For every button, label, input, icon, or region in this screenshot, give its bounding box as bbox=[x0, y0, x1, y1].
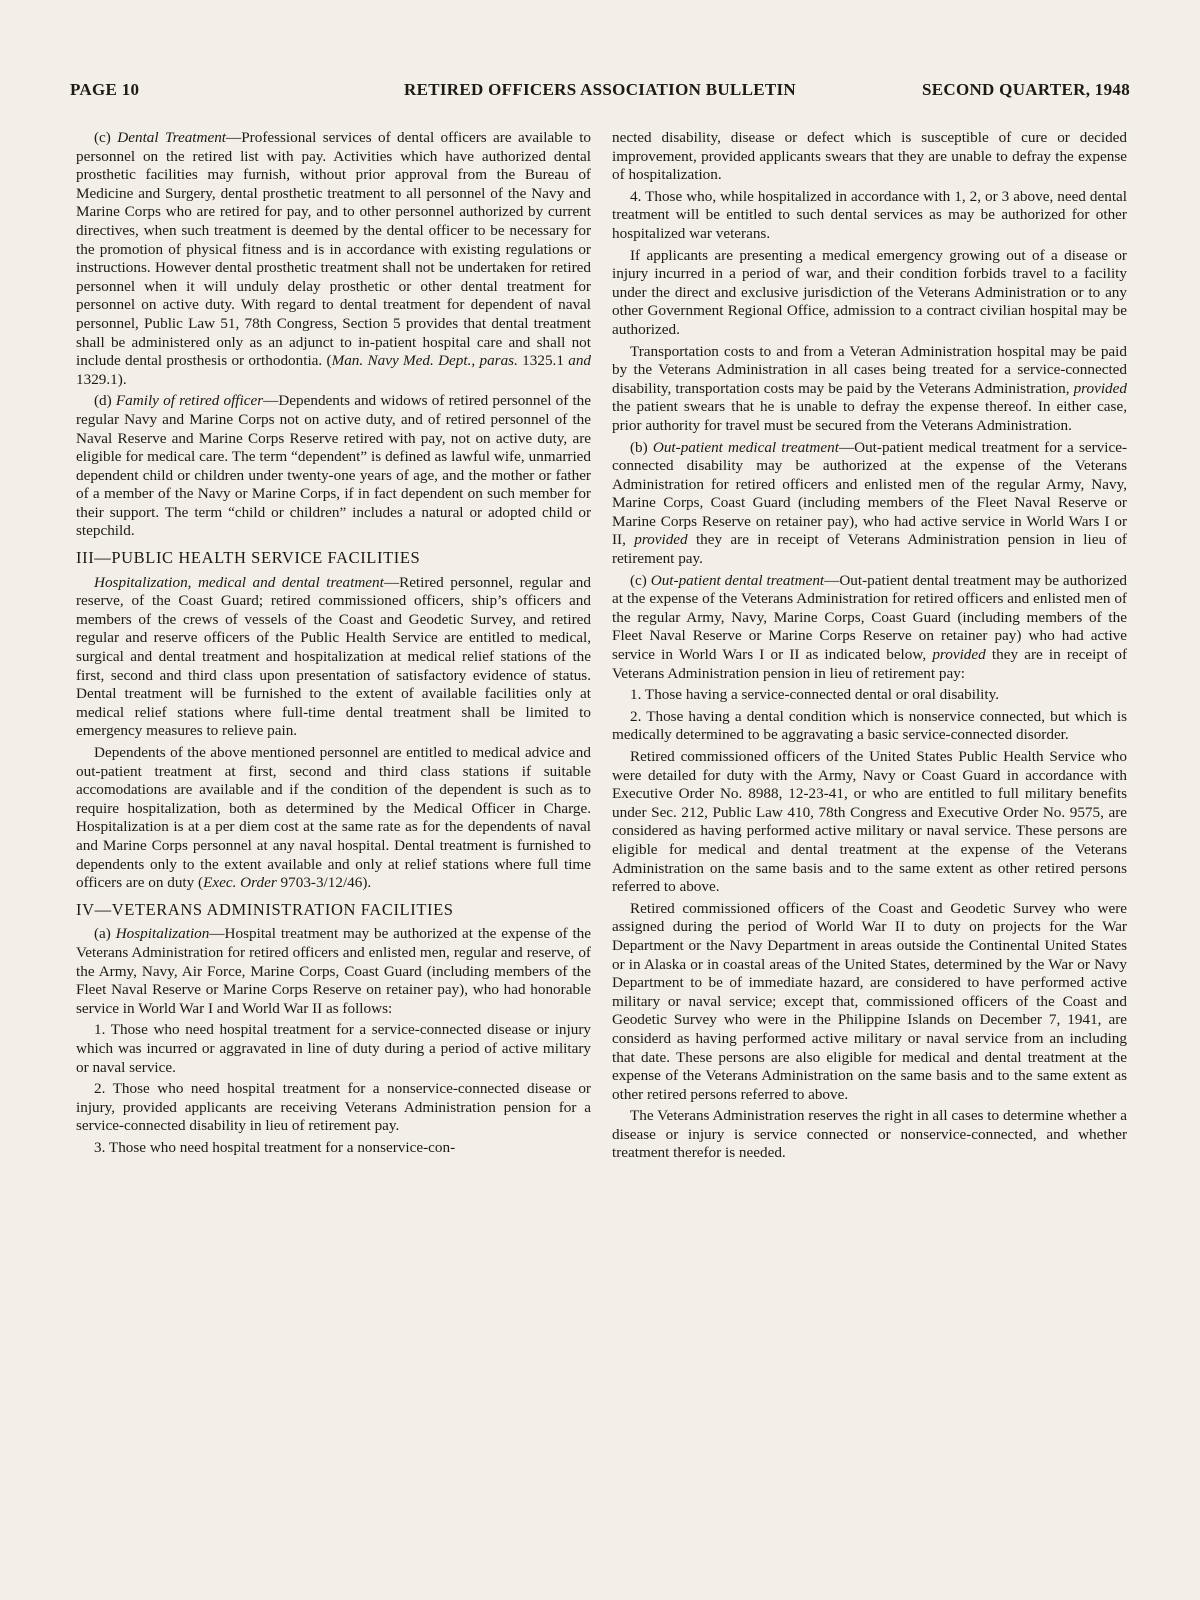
dental-treatment-paragraph: (c) Dental Treatment—Professional services of dental officers are available to personnel on the retired list with pay. Activities which have authorized dental prosthetic facilities may furnish, without prior approval from the Bureau of Medicine and Surgery, dental prosthetic treatment to all personnel of the Navy and Marine Corps who are retired for pay, and to other personnel authorized by current directives, when such treatment is deemed by the dental officer to be necessary for the promotion of physical fitness and is in accordance with existing regulations or instructions. However dental prosthetic treatment shall not be undertaken for retired personnel when it will unduly delay prosthetic or other dental treatment for personnel on active duty. With regard to dental treatment for dependent of naval personnel, Public Law 51, 78th Congress, Section 5 provides that dental treatment shall be administered only as an adjunct to in-patient hospital care and shall not include dental prosthesis or orthodontia. (Man. Navy Med. Dept., paras. 1325.1 and 1329.1). bbox=[76, 129, 592, 388]
family-term: Family of retired officer bbox=[115, 392, 264, 410]
publication-title: RETIRED OFFICERS ASSOCIATION BULLETIN bbox=[404, 80, 796, 99]
list-item: 2. Those who need hospital treatment for a nonservice-connected disease or injury, provided applicants are receiving Veterans Administration pension for a service-connected disability in lieu of retirement pay. bbox=[76, 1080, 591, 1135]
issue-date: SECOND QUARTER, 1948 bbox=[921, 80, 1130, 99]
outpatient-medical-paragraph: (b) Out-patient medical treatment—Out-patient medical treatment for a service-connected disability may be authorized at the expense of the Veterans Administration for retired officers and enlisted men of the regular Army, Navy, Marine Corps, Coast Guard (including members of the Fleet Naval Reserve or Marine Corps Reserve on retainer pay), who had active service in World Wars I or II, provided they are in receipt of Veterans Administration pension in lieu of retirement pay. bbox=[612, 438, 1127, 568]
family-paragraph: (d) Family of retired officer—Dependents and widows of retired personnel of the regular Navy and Marine Corps not on active duty, and of retired personnel of the Naval Reserve and Marine Corps Reserve retired with pay, not on active duty, are eligible for medical care. The term “dependent” is defined as lawful wife, unmarried dependent child or children under twenty-one years of age, and the mother or father of a member of the Navy or Marine Corps, if in fact dependent on such member for their support. The term “child or children” includes a natural or adopted child or stepchild. bbox=[76, 392, 591, 540]
outpatient-medical-term: Out-patient medical treatment bbox=[652, 438, 839, 456]
list-item: 2. Those having a dental condition which is nonservice connected, but which is medically determined to be aggravating a basic service-connected disorder. bbox=[612, 707, 1127, 744]
outpatient-dental-term: Out-patient dental treatment bbox=[650, 571, 825, 589]
section-3-heading: III—PUBLIC HEALTH SERVICE FACILITIES bbox=[76, 548, 421, 568]
list-item: 3. Those who need hospital treatment for a nonservice-con- bbox=[94, 1138, 456, 1156]
section-4-heading: IV—VETERANS ADMINISTRATION FACILITIES bbox=[76, 899, 454, 919]
outpatient-dental-paragraph: (c) Out-patient dental treatment—Out-patient dental treatment may be authorized at the expense of the Veterans Administration for retired officers and enlisted men of the regular Army, Navy, Marine Corps, Coast Guard (including members of the Fleet Naval Reserve or Marine Corps Reserve on retainer pay) who had active service in World Wars I or II as indicated below, provided they are in receipt of Veterans Administration pension in lieu of retirement pay: bbox=[612, 571, 1127, 682]
va-hospitalization-paragraph: (a) Hospitalization—Hospital treatment may be authorized at the expense of the Veterans Administration for retired officers and enlisted men, regular and reserve, of the Army, Navy, Air Force, Marine Corps, Coast Guard (including members of the Fleet Naval Reserve or Marine Corps Reserve on retainer pay), who had honorable service in World War I and World War II as follows: bbox=[76, 925, 591, 1017]
page-number: PAGE 10 bbox=[70, 80, 140, 99]
phs-paragraph: Hospitalization, medical and dental treatment—Retired personnel, regular and reserve, of the Coast Guard; retired commissioned officers, ship’s officers and members of the crews of vessels of the Coast and Geodetic Survey, and retired regular and reserve officers of the Public Health Service are entitled to medical, surgical and dental treatment and hospitalization at medical relief stations of the first, second and third class upon presentation of satisfactory evidence of status. Dental treatment will be furnished to the extent of available facilities only at medical relief stations where full-time dental treatment shall be limited to emergency measures to relieve pain. bbox=[76, 573, 591, 740]
page-header bbox=[70, 80, 1130, 104]
phs-officers-paragraph: Retired commissioned officers of the United States Public Health Service who were detailed for duty with the Army, Navy or Coast Guard in accordance with Executive Order No. 8988, 12-23-41, or who are entitled to full military benefits under Sec. 212, Public Law 410, 78th Congress and Executive Order No. 9575, are considered as having performed active military or naval service. These persons are eligible for medical and dental treatment at the expense of the Veterans Administration on the same basis and to the same extent as other retired persons referred to above. bbox=[612, 748, 1127, 896]
hospitalization-term: Hospitalization bbox=[115, 925, 210, 943]
cgs-officers-paragraph: Retired commissioned officers of the Coast and Geodetic Survey who were assigned during the period of World War II to duty on projects for the War Department or the Navy Department in areas outside the Continental United States or in Alaska or in coastal areas of the United States, determined by the War or Navy Department to be of immediate hazard, are considered to have performed active military or naval service; except that, commissioned officers of the Coast and Geodetic Survey who were in the Philippine Islands on December 7, 1941, are considerd as having performed active military or naval service from an including that date. These persons are also eligible for medical and dental treatment at the expense of the Veterans Administration on the same basis and to the same extent as other retired persons referred to above. bbox=[612, 899, 1127, 1103]
item-3-continuation: nected disability, disease or defect which is susceptible of cure or decided improvement, provided applicants swears that they are unable to defray the expense of hospitalization. bbox=[612, 129, 1127, 184]
right-column bbox=[612, 129, 1127, 1166]
reserves-right-paragraph: The Veterans Administration reserves the right in all cases to determine whether a disease or injury is service connected or nonservice-connected, and whether treatment therefor is needed. bbox=[612, 1107, 1127, 1162]
list-item: 1. Those having a service-connected dental or oral disability. bbox=[630, 686, 1000, 704]
dependents-paragraph: Dependents of the above mentioned personnel are entitled to medical advice and out-patient treatment at first, second and third class stations if suitable accomodations are available and if the condition of the dependent is such as to require hospitalization, both as determined by the Medical Officer in Charge. Hospitalization is at a per diem cost at the same rate as for the dependents of naval and Marine Corps personnel at any naval hospital. Dental treatment is furnished to dependents only to the extent available and only at relief stations where full time officers are on duty (Exec. Order 9703-3/12/46). bbox=[76, 744, 591, 892]
phs-term: Hospitalization, medical and dental treatment bbox=[94, 573, 384, 591]
list-item: 4. Those who, while hospitalized in accordance with 1, 2, or 3 above, need dental treatment will be entitled to such dental services as may be authorized for other hospitalized war veterans. bbox=[612, 187, 1127, 242]
left-column bbox=[76, 129, 591, 1160]
emergency-paragraph: If applicants are presenting a medical emergency growing out of a disease or injury incurred in a period of war, and their condition forbids travel to a facility under the direct and exclusive jurisdiction of the Veterans Administration or to any other Government Regional Office, admission to a contract civilian hospital may be authorized. bbox=[612, 246, 1127, 338]
transportation-paragraph: Transportation costs to and from a Veteran Administration hospital may be paid by the Veterans Administration in all cases being treated for a service-connected disability, transportation costs may be paid by the Veterans Administration, provided the patient swears that he is unable to defray the expense thereof. In either case, prior authority for travel must be secured from the Veterans Administration. bbox=[612, 342, 1127, 434]
dental-treatment-term: Dental Treatment bbox=[117, 129, 227, 146]
list-item: 1. Those who need hospital treatment for a service-connected disease or injury which was incurred or aggravated in line of duty during a period of active military or naval service. bbox=[76, 1021, 591, 1076]
